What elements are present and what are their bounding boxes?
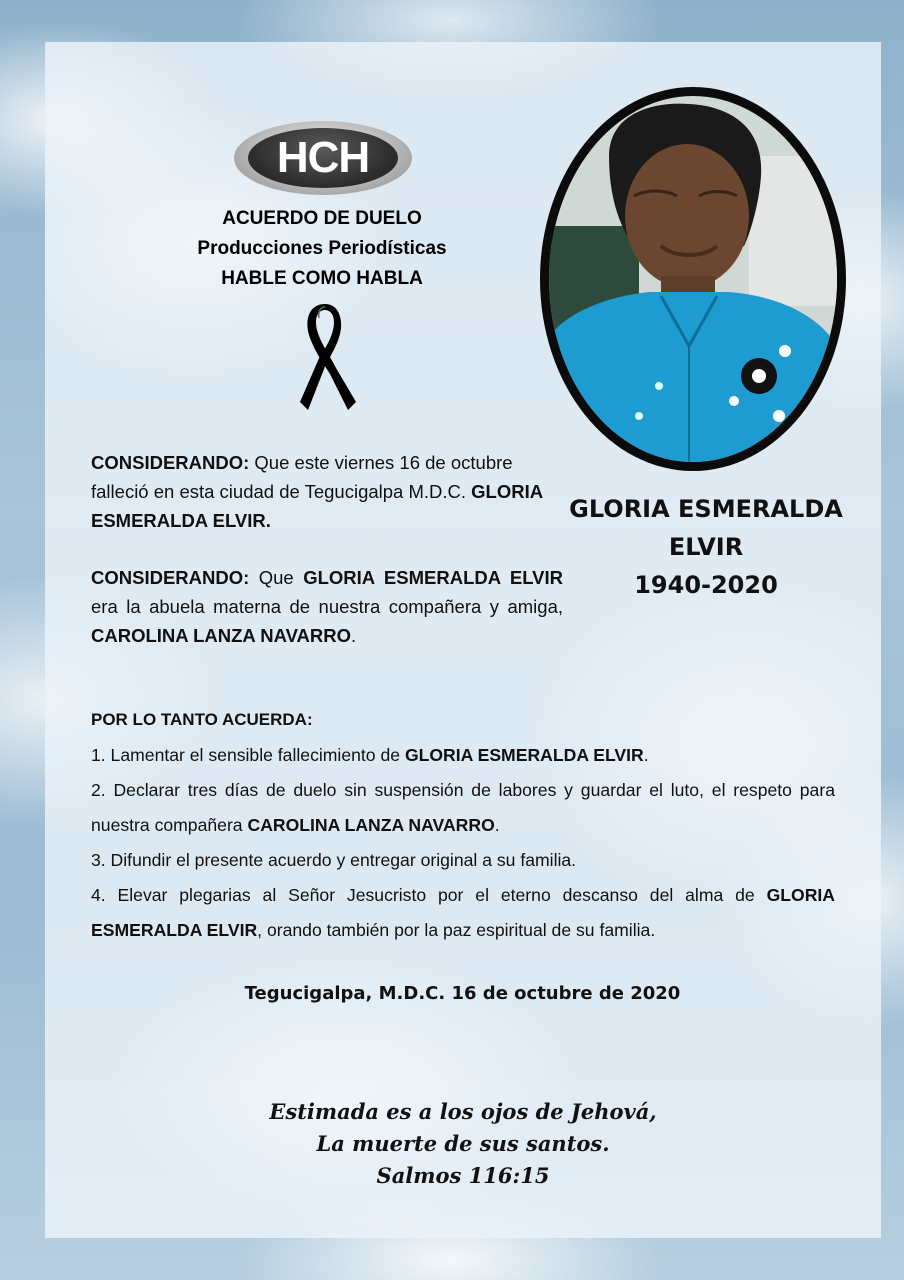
hch-logo bbox=[234, 121, 412, 195]
considerando-paragraph-2 bbox=[91, 563, 563, 650]
verse-reference: Salmos 116:15 bbox=[376, 1163, 550, 1188]
dateline: Tegucigalpa, M.D.C. 16 de octubre de 2020 bbox=[244, 983, 681, 1004]
resolution-item-text: . bbox=[643, 745, 649, 765]
deceased-name-block bbox=[548, 490, 864, 604]
deceased-name-line2: ELVIR bbox=[668, 533, 744, 561]
resolution-item-text: . bbox=[494, 815, 500, 835]
considerando-text: era la abuela materna de nuestra compañera y amiga, bbox=[91, 596, 563, 617]
resolution-item-text: , orando también por la paz espiritual de su familia. bbox=[257, 920, 656, 940]
resolution-item-3 bbox=[91, 843, 835, 878]
hch-logo-text: HCH bbox=[276, 133, 370, 182]
header-slogan: HABLE COMO HABLA bbox=[221, 268, 423, 289]
deceased-name-inline: GLORIA ESMERALDA ELVIR bbox=[91, 885, 835, 940]
resolution-item-text: 1. Lamentar el sensible fallecimiento de bbox=[91, 745, 405, 765]
considerando-text: . bbox=[351, 625, 357, 646]
resolution-item-4 bbox=[91, 878, 835, 948]
hch-logo-badge bbox=[248, 128, 398, 188]
colleague-name-inline: CAROLINA LANZA NAVARRO bbox=[91, 625, 352, 646]
verse-line-2: La muerte de sus santos. bbox=[316, 1131, 610, 1156]
resolution-title: POR LO TANTO ACUERDA: bbox=[91, 710, 313, 729]
resolution-item-text: 3. Difundir el presente acuerdo y entregar original a su familia. bbox=[91, 850, 577, 870]
considerando-text: Que bbox=[249, 567, 304, 588]
deceased-portrait bbox=[540, 87, 846, 471]
resolution-item-text: 4. Elevar plegarias al Señor Jesucristo por el eterno descanso del alma de bbox=[91, 885, 767, 905]
resolution-item-1 bbox=[91, 738, 835, 773]
document-header bbox=[160, 204, 484, 294]
considerando-text: Que este viernes 16 de octubre falleció en esta ciudad de Tegucigalpa M.D.C. bbox=[91, 452, 513, 502]
considerando-label: CONSIDERANDO: bbox=[91, 567, 250, 588]
header-company: Producciones Periodísticas bbox=[197, 238, 447, 259]
deceased-name-inline: GLORIA ESMERALDA ELVIR bbox=[303, 567, 563, 588]
bible-verse bbox=[160, 1096, 766, 1192]
deceased-name-inline: GLORIA ESMERALDA ELVIR bbox=[404, 745, 644, 765]
colleague-name-inline: CAROLINA LANZA NAVARRO bbox=[247, 815, 495, 835]
considerando-paragraph-1 bbox=[91, 448, 563, 535]
resolution-item-text: 2. Declarar tres días de duelo sin suspensión de labores y guardar el luto, el respeto para nuestra compañera bbox=[91, 780, 835, 835]
resolution-section bbox=[91, 706, 835, 948]
header-title: ACUERDO DE DUELO bbox=[222, 208, 422, 229]
resolution-item-2 bbox=[91, 773, 835, 843]
verse-line-1: Estimada es a los ojos de Jehová, bbox=[269, 1099, 657, 1124]
mourning-ribbon-icon bbox=[290, 298, 360, 416]
deceased-name-line1: GLORIA ESMERALDA bbox=[569, 495, 843, 523]
deceased-name-inline: GLORIA ESMERALDA ELVIR. bbox=[91, 481, 543, 531]
deceased-years: 1940-2020 bbox=[634, 571, 778, 599]
considerando-label: CONSIDERANDO: bbox=[91, 452, 250, 473]
